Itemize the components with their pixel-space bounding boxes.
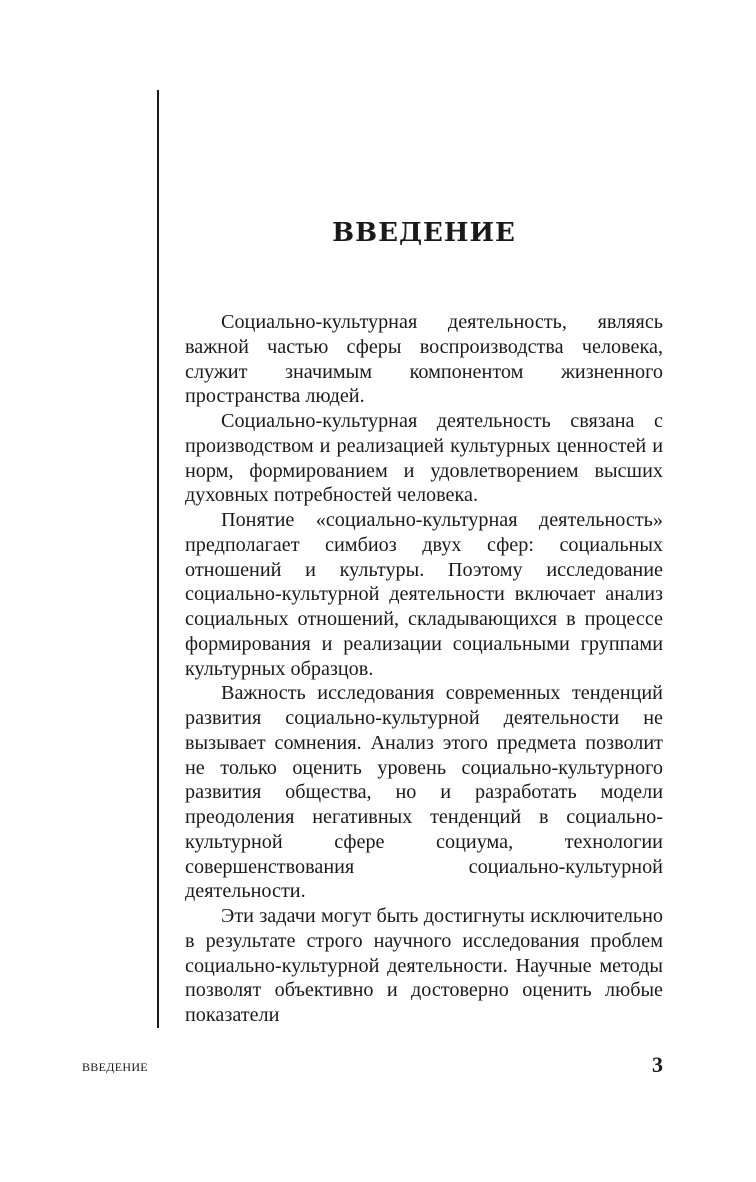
paragraph-5: Эти задачи могут быть достигнуты исключительно в результате строго научного исследования проблем социально-культурной деятельности. Научные методы позволят объективно и достоверно оценить любые показатели [185, 905, 663, 1026]
paragraph-1: Социально-культурная деятельность, являясь важной частью сферы воспроизводства человека, служит значимым компонентом жизненного пространства людей. [185, 311, 663, 408]
paragraph-2: Социально-культурная деятельность связана с производством и реализацией культурных ценностей и норм, формированием и удовлетворением высших духовных потребностей человека. [185, 410, 663, 507]
footer-running-head: ВВЕДЕНИЕ [82, 1060, 148, 1074]
paragraph-4: Важность исследования современных тенденций развития социально-культурной деятельности не вызывает сомнения. Анализ этого предмета позволит не только оценить уровень социально-культурного развития общества, но и разработать модели преодоления негативных тенденций в социально-культурной сфере социума, технологии совершенствования социально-культурной деятельности. [185, 682, 663, 903]
chapter-title: ВВЕДЕНИЕ [332, 218, 516, 248]
paragraph-3: Понятие «социально-культурная деятельность» предполагает симбиоз двух сфер: социальных отношений и культуры. Поэтому исследование социально-культурной деятельности включает анализ социальных отношений, складывающихся в процессе формирования и реализации социальными группами культурных образцов. [185, 509, 663, 680]
page-number: 3 [652, 1052, 663, 1077]
body-text [185, 310, 663, 1028]
margin-vertical-rule [157, 90, 159, 1028]
